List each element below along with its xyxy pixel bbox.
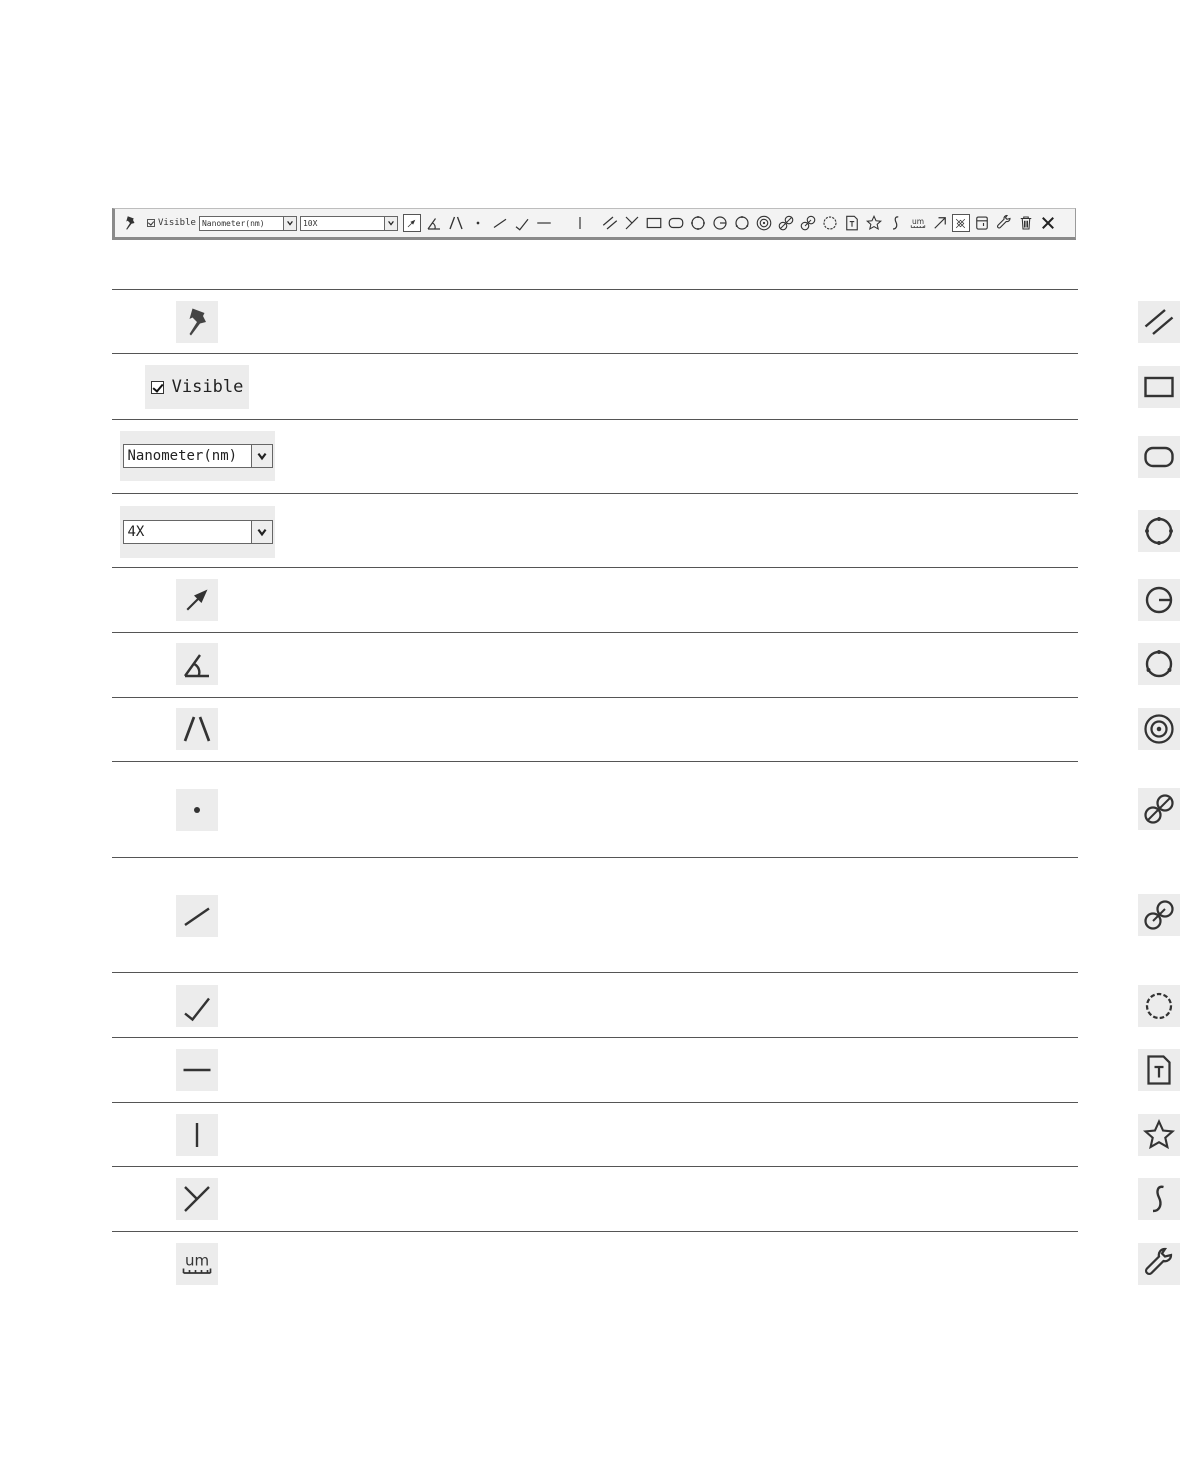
export-icon[interactable] xyxy=(971,212,993,234)
unit-select xyxy=(120,431,275,481)
svg-text:um: um xyxy=(184,1251,210,1270)
arc-icon[interactable] xyxy=(819,212,841,234)
unit-select-value: Nanometer(nm) xyxy=(127,448,238,464)
four-point-angle-icon xyxy=(176,708,218,750)
legend-cell xyxy=(595,1232,1078,1295)
legend-row xyxy=(112,289,1078,353)
legend-row xyxy=(112,1166,1078,1231)
line-icon xyxy=(176,895,218,937)
multi-point-circle-icon[interactable] xyxy=(687,212,709,234)
legend-row xyxy=(112,419,1078,493)
horizontal-line-icon xyxy=(176,1049,218,1091)
pin-icon xyxy=(176,301,218,343)
scale-bar-icon[interactable] xyxy=(907,212,929,234)
legend-row xyxy=(112,1037,1078,1102)
scale-bar-icon xyxy=(176,1243,218,1285)
select-arrow-icon xyxy=(176,579,218,621)
polyline-icon xyxy=(176,985,218,1027)
color-settings-icon[interactable] xyxy=(952,214,970,232)
perpendicular-icon xyxy=(176,1178,218,1220)
legend-cell xyxy=(595,1103,1078,1166)
magnification-select-field xyxy=(123,520,273,544)
chevron-down-icon[interactable] xyxy=(283,217,296,230)
pin-icon[interactable] xyxy=(119,212,141,234)
legend-row xyxy=(112,493,1078,567)
vertical-line-icon[interactable] xyxy=(569,212,591,234)
legend-cell xyxy=(595,698,1078,761)
magnification-select-value: 4X xyxy=(127,524,145,540)
text-icon[interactable] xyxy=(841,212,863,234)
visible-checkbox xyxy=(145,365,249,409)
toolbar-visible-checkbox[interactable] xyxy=(147,218,196,228)
parallel-lines-icon xyxy=(1138,301,1180,343)
legend-cell xyxy=(595,354,1078,419)
legend-row xyxy=(112,1102,1078,1166)
legend-cell xyxy=(112,1167,595,1231)
wrench-icon[interactable] xyxy=(993,212,1015,234)
rectangle-icon xyxy=(1138,366,1180,408)
wrench-icon xyxy=(1138,1243,1180,1285)
chevron-down-icon xyxy=(251,445,272,467)
three-point-circle-icon xyxy=(1138,643,1180,685)
legend-cell xyxy=(112,858,595,972)
curve-icon xyxy=(1138,1178,1180,1220)
legend-cell xyxy=(112,698,595,761)
star-icon xyxy=(1138,1114,1180,1156)
three-point-circle-icon[interactable] xyxy=(731,212,753,234)
text-icon xyxy=(1138,1049,1180,1091)
chevron-down-icon[interactable] xyxy=(384,217,397,230)
legend-row xyxy=(112,1231,1078,1295)
rounded-rectangle-icon xyxy=(1138,436,1180,478)
horizontal-line-icon[interactable] xyxy=(533,212,555,234)
legend-cell xyxy=(595,290,1078,353)
legend-row xyxy=(112,697,1078,761)
toolbar-magnification-value: 10X xyxy=(302,218,318,228)
legend-cell xyxy=(112,1103,595,1166)
legend-cell xyxy=(112,1038,595,1102)
legend-cell xyxy=(595,633,1078,697)
angle-icon xyxy=(176,643,218,685)
point-icon[interactable] xyxy=(467,212,489,234)
rectangle-icon[interactable] xyxy=(643,212,665,234)
legend-row xyxy=(112,632,1078,697)
legend-row xyxy=(112,972,1078,1037)
concentric-circles-icon[interactable] xyxy=(753,212,775,234)
two-circle-distance-icon xyxy=(1138,788,1180,830)
perpendicular-icon[interactable] xyxy=(621,212,643,234)
concentric-circles-icon xyxy=(1138,708,1180,750)
checkbox-box[interactable] xyxy=(147,219,155,227)
point-icon xyxy=(176,789,218,831)
toolbar-unit-value: Nanometer(nm) xyxy=(201,218,265,228)
legend-cell xyxy=(112,420,595,493)
select-arrow-icon[interactable] xyxy=(403,214,421,232)
two-circle-distance-icon[interactable] xyxy=(775,212,797,234)
visible-label: Visible xyxy=(171,377,244,397)
checkbox-box xyxy=(151,381,164,394)
measurement-toolbar xyxy=(112,208,1076,240)
legend-cell xyxy=(595,973,1078,1037)
line-icon[interactable] xyxy=(489,212,511,234)
legend-cell xyxy=(595,858,1078,972)
legend-cell xyxy=(112,762,595,857)
legend-cell xyxy=(595,494,1078,567)
legend-cell xyxy=(595,1038,1078,1102)
legend-cell xyxy=(112,354,595,419)
legend-cell xyxy=(112,633,595,697)
radius-circle-icon[interactable] xyxy=(709,212,731,234)
three-circle-distance-icon[interactable] xyxy=(797,212,819,234)
spacer xyxy=(591,212,599,234)
legend-cell xyxy=(595,568,1078,632)
arrow-icon[interactable] xyxy=(929,212,951,234)
four-point-angle-icon[interactable] xyxy=(445,212,467,234)
chevron-down-icon xyxy=(251,521,272,543)
trash-icon[interactable] xyxy=(1015,212,1037,234)
legend-cell xyxy=(595,762,1078,857)
magnification-select xyxy=(120,506,275,558)
curve-icon[interactable] xyxy=(885,212,907,234)
legend-cell xyxy=(112,494,595,567)
close-icon[interactable] xyxy=(1037,212,1059,234)
three-circle-distance-icon xyxy=(1138,894,1180,936)
legend-row xyxy=(112,567,1078,632)
legend-row xyxy=(112,857,1078,972)
svg-text:um: um xyxy=(911,216,924,226)
legend-cell xyxy=(595,1167,1078,1231)
toolbar-legend-table xyxy=(112,289,1078,1295)
toolbar-unit-select[interactable] xyxy=(199,216,297,231)
legend-row xyxy=(112,761,1078,857)
parallel-lines-icon[interactable] xyxy=(599,212,621,234)
unit-select-field xyxy=(123,444,273,468)
arc-icon xyxy=(1138,985,1180,1027)
spacer xyxy=(555,212,569,234)
toolbar-magnification-select[interactable] xyxy=(300,216,398,231)
toolbar-visible-label: Visible xyxy=(158,218,196,228)
polyline-icon[interactable] xyxy=(511,212,533,234)
radius-circle-icon xyxy=(1138,579,1180,621)
legend-cell xyxy=(112,1232,595,1295)
multi-point-circle-icon xyxy=(1138,510,1180,552)
legend-cell xyxy=(112,973,595,1037)
rounded-rectangle-icon[interactable] xyxy=(665,212,687,234)
legend-cell xyxy=(112,568,595,632)
legend-cell xyxy=(112,290,595,353)
legend-cell xyxy=(595,420,1078,493)
vertical-line-icon xyxy=(176,1114,218,1156)
star-icon[interactable] xyxy=(863,212,885,234)
angle-icon[interactable] xyxy=(423,212,445,234)
legend-row xyxy=(112,353,1078,419)
